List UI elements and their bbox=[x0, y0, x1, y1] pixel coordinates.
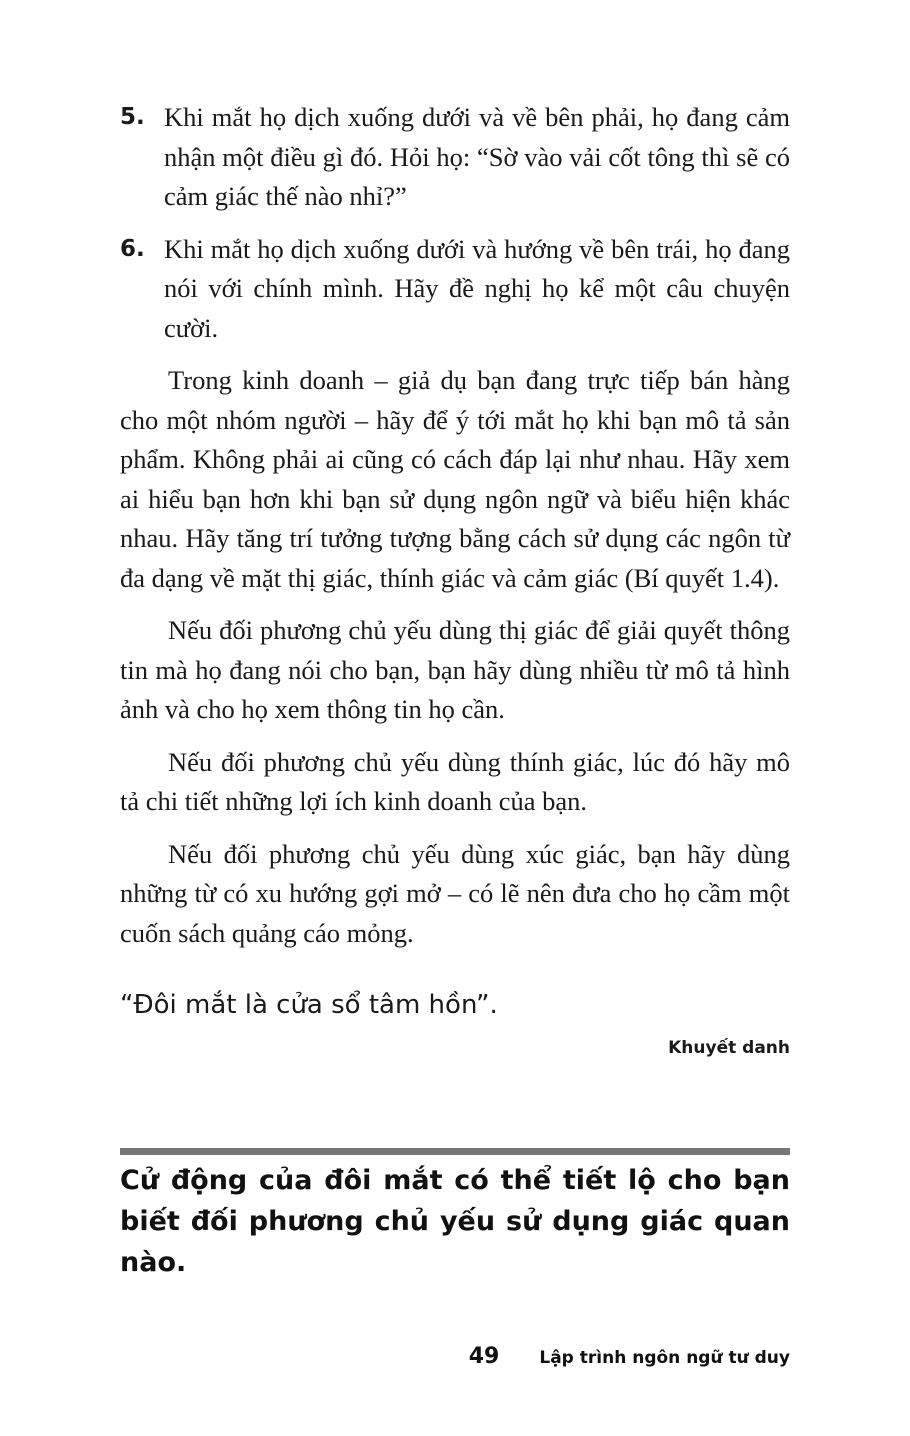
page-body bbox=[120, 98, 790, 1069]
list-text: Khi mắt họ dịch xuống dưới và hướng về bên trái, họ đang nói với chính mình. Hãy đề nghị họ kể một câu chuyện cười. bbox=[164, 233, 790, 343]
list-text: Khi mắt họ dịch xuống dưới và về bên phải, họ đang cảm nhận một điều gì đó. Hỏi họ: “Sờ vào vải cốt tông thì sẽ có cảm giác thế nào nhỉ?” bbox=[164, 102, 790, 211]
body-paragraph: Nếu đối phương chủ yếu dùng thính giác, lúc đó hãy mô tả chi tiết những lợi ích kinh doanh của bạn. bbox=[120, 746, 790, 816]
list-number: 6. bbox=[120, 235, 145, 262]
list-item bbox=[120, 98, 790, 217]
list-number: 5. bbox=[120, 104, 145, 130]
section-divider bbox=[120, 1148, 790, 1155]
page-number: 49 bbox=[468, 1344, 500, 1369]
quote-text: “Đôi mắt là cửa sổ tâm hồn”. bbox=[120, 990, 498, 1020]
body-paragraph: Nếu đối phương chủ yếu dùng thị giác để giải quyết thông tin mà họ đang nói cho bạn, bạn hãy dùng nhiều từ mô tả hình ảnh và cho họ xem thông tin họ cần. bbox=[120, 615, 790, 724]
takeaway-box: Cử động của đôi mắt có thể tiết lộ cho bạn biết đối phương chủ yếu sử dụng giác quan nào. bbox=[120, 1165, 790, 1278]
quote-author: Khuyết danh bbox=[668, 1038, 790, 1058]
page-footer bbox=[120, 1344, 790, 1369]
body-paragraph: Trong kinh doanh – giả dụ bạn đang trực tiếp bán hàng cho một nhóm người – hãy để ý tới mắt họ khi bạn mô tả sản phẩm. Không phải ai cũng có cách đáp lại như nhau. Hãy xem ai hiểu bạn hơn khi bạn sử dụng ngôn ngữ và biểu hiện khác nhau. Hãy tăng trí tưởng tượng bằng cách sử dụng các ngôn từ đa dạng về mặt thị giác, thính giác và cảm giác (Bí quyết 1.4). bbox=[120, 365, 790, 593]
running-title: Lập trình ngôn ngữ tư duy bbox=[539, 1348, 790, 1368]
body-paragraph: Nếu đối phương chủ yếu dùng xúc giác, bạn hãy dùng những từ có xu hướng gợi mở – có lẽ nên đưa cho họ cầm một cuốn sách quảng cáo mỏng. bbox=[120, 838, 790, 948]
list-item bbox=[120, 230, 790, 349]
